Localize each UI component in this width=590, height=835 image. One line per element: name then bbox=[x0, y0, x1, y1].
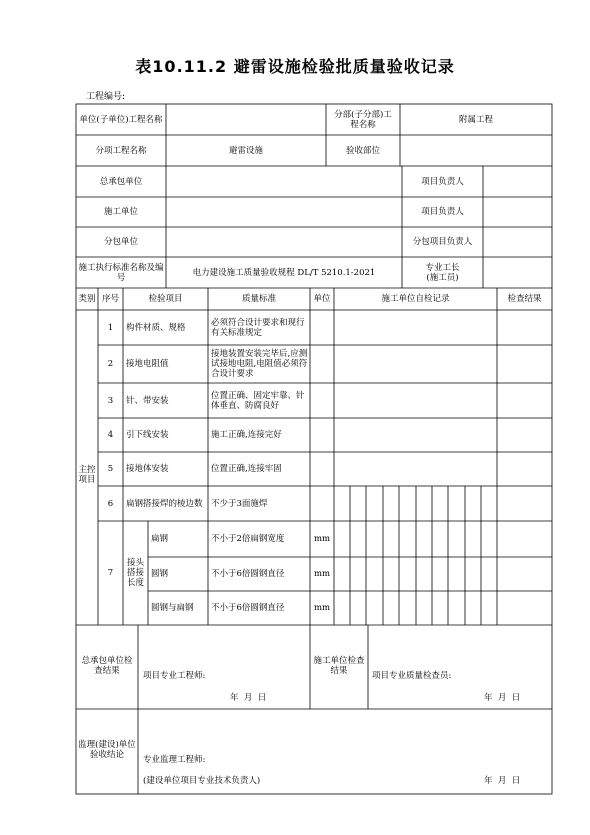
row-3-seq: 3 bbox=[107, 395, 114, 406]
supervision-date: 年 月 日 bbox=[484, 776, 521, 786]
row-4-seq: 4 bbox=[107, 430, 114, 440]
cu-inspector-label: 项目专业质量检查员: bbox=[372, 671, 452, 681]
project-manager-label: 项目负责人 bbox=[421, 207, 464, 217]
row-2-seq: 2 bbox=[107, 359, 114, 369]
row-7c-item: 圆钢与扁钢 bbox=[151, 603, 194, 613]
division-project-name-label: 分部(子分部)工程名称 bbox=[334, 109, 392, 130]
row-7a-standard: 不小于2倍扁钢宽度 bbox=[211, 534, 285, 544]
row-7a-unit: mm bbox=[313, 534, 331, 544]
row-1-item: 构件材质、规格 bbox=[126, 322, 186, 333]
cu-result-label: 施工单位检查结果 bbox=[313, 656, 365, 676]
row-1-seq: 1 bbox=[107, 322, 114, 333]
gc-engineer-label: 项目专业工程师: bbox=[143, 671, 206, 681]
row-7c-standard: 不小于6倍圆钢直径 bbox=[211, 603, 285, 613]
col-standard: 质量标准 bbox=[241, 294, 276, 304]
supervision-conclusion-label: 监理(建设)单位验收结论 bbox=[78, 740, 136, 760]
gc-result-label: 总承包单位检查结果 bbox=[81, 656, 133, 676]
row-5-item: 接地体安装 bbox=[126, 464, 169, 474]
row-7-seq: 7 bbox=[107, 568, 114, 578]
col-unit: 单位 bbox=[313, 294, 331, 304]
row-5-standard: 位置正确,连接牢固 bbox=[211, 464, 282, 474]
unit-project-name-value bbox=[168, 106, 324, 133]
project-number-label: 工程编号: bbox=[86, 92, 126, 102]
row-4-item: 引下线安装 bbox=[126, 430, 169, 440]
cu-date: 年 月 日 bbox=[484, 693, 521, 703]
gc-date: 年 月 日 bbox=[230, 693, 267, 703]
general-contractor-label: 总承包单位 bbox=[99, 176, 143, 187]
col-item: 检验项目 bbox=[148, 294, 183, 304]
foreman-label: 专业工长 (施工员) bbox=[425, 262, 460, 283]
subitem-project-name-value: 避雷设施 bbox=[228, 145, 263, 156]
row-7-group: 接头搭接长度 bbox=[126, 558, 144, 588]
row-6-item: 扁钢搭接焊的棱边数 bbox=[126, 498, 203, 509]
col-result: 检查结果 bbox=[507, 294, 542, 304]
subitem-project-name-label: 分项工程名称 bbox=[95, 145, 147, 156]
standard-label: 施工执行标准名称及编号 bbox=[78, 262, 164, 283]
standard-value: 电力建设施工质量验收规程 DL/T 5210.1-2021 bbox=[192, 267, 376, 278]
construction-owner-label: (建设单位项目专业技术负责人) bbox=[143, 776, 261, 786]
row-2-standard: 接地装置安装完毕后,应测试接地电阻,电阻值必须符合设计要求 bbox=[211, 349, 308, 379]
row-2-item: 接地电阻值 bbox=[126, 359, 169, 369]
row-7b-item: 圆钢 bbox=[151, 569, 169, 579]
subcontractor-label: 分包单位 bbox=[103, 237, 138, 247]
row-3-item: 针、带安装 bbox=[126, 395, 169, 406]
row-5-seq: 5 bbox=[107, 464, 114, 474]
row-7b-standard: 不小于6倍圆钢直径 bbox=[211, 569, 285, 579]
row-1-standard: 必须符合设计要求和现行有关标准规定 bbox=[211, 317, 305, 338]
project-manager-label: 项目负责人 bbox=[421, 176, 464, 187]
acceptance-part-value bbox=[400, 135, 552, 166]
unit-project-name-label: 单位(子单位)工程名称 bbox=[79, 114, 163, 125]
acceptance-part-label: 验收部位 bbox=[345, 145, 380, 156]
row-7a-item: 扁钢 bbox=[151, 534, 169, 544]
row-6-standard: 不少于3面施焊 bbox=[211, 498, 268, 509]
row-3-standard: 位置正确、固定牢靠、针体垂直、防腐良好 bbox=[211, 390, 305, 411]
col-seq: 序号 bbox=[101, 294, 119, 304]
col-self-check: 施工单位自检记录 bbox=[381, 294, 450, 304]
construction-unit-label: 施工单位 bbox=[103, 207, 138, 217]
row-7c-unit: mm bbox=[313, 603, 331, 613]
page-title: 表10.11.2 避雷设施检验批质量验收记录 bbox=[135, 57, 455, 76]
main-control-label: 主控项目 bbox=[78, 465, 96, 485]
division-project-name-value: 附属工程 bbox=[458, 114, 493, 125]
row-4-standard: 施工正确,连接完好 bbox=[211, 430, 282, 440]
sub-project-manager-label: 分包项目负责人 bbox=[412, 237, 473, 247]
col-category: 类别 bbox=[78, 294, 96, 304]
supervision-engineer-label: 专业监理工程师: bbox=[143, 755, 206, 765]
row-6-seq: 6 bbox=[107, 498, 114, 509]
row-7b-unit: mm bbox=[313, 569, 331, 579]
